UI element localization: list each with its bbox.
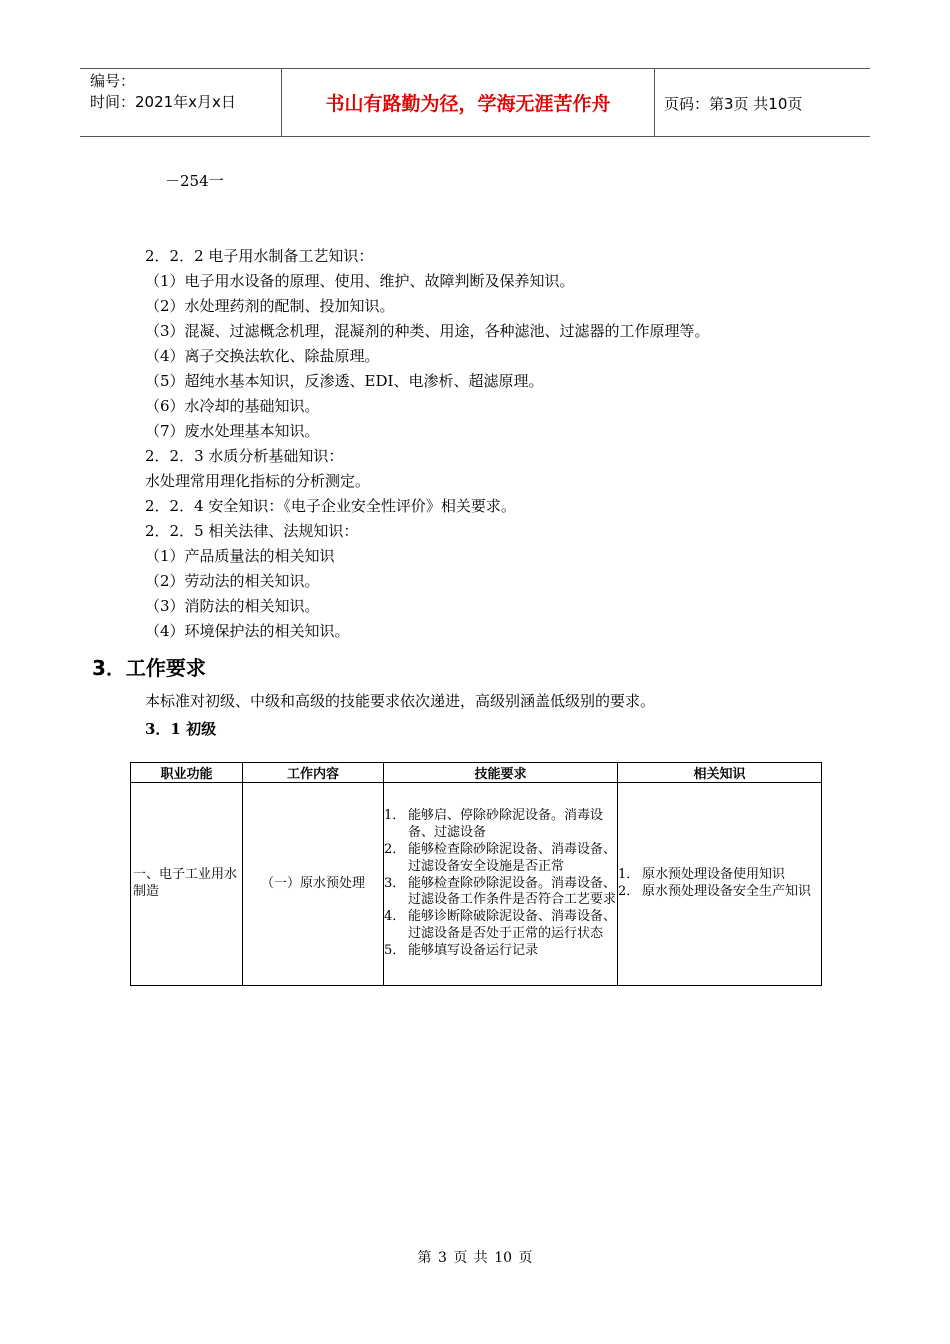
list-item-number: 4． <box>384 909 406 925</box>
table-row <box>131 783 822 986</box>
list-item <box>384 808 617 842</box>
body-line: （5）超纯水基本知识，反渗透、EDI、电渗析、超滤原理。 <box>145 372 544 390</box>
list-item-number: 3． <box>384 875 406 891</box>
list-item-number: 2． <box>618 884 640 899</box>
list-item <box>384 909 617 943</box>
table-header-row <box>131 763 822 783</box>
header-top-border <box>80 68 870 69</box>
list-item-number: 1． <box>618 867 640 883</box>
document-number-label: 编号： <box>90 72 136 90</box>
body-line: 2．2．2 电子用水制备工艺知识： <box>145 247 374 265</box>
list-item <box>384 876 617 910</box>
list-item <box>618 884 821 901</box>
list-item-text: 能够启、停除砂除泥设备。消毒设备、过滤设备 <box>408 808 604 841</box>
list-item-text: 原水预处理设备使用知识 <box>642 867 786 883</box>
body-line: （2）劳动法的相关知识。 <box>145 572 320 590</box>
body-line: （4）环境保护法的相关知识。 <box>145 622 350 640</box>
skills-cell <box>384 783 618 986</box>
body-line: 2．2．3 水质分析基础知识： <box>145 447 344 465</box>
body-line: 2．2．4 安全知识：《电子企业安全性评价》相关要求。 <box>145 497 516 515</box>
table-header-cell: 相关知识 <box>618 763 822 783</box>
body-line: （7）废水处理基本知识。 <box>145 422 320 440</box>
body-line: （2）水处理药剂的配制、投加知识。 <box>145 297 395 315</box>
knowledge-list <box>145 244 865 644</box>
function-cell: 一、电子工业用水制造 <box>131 783 243 986</box>
header-page-label: 页码：第3页 共10页 <box>664 95 803 113</box>
list-item-number: 5． <box>384 942 406 958</box>
header-divider-right <box>654 68 655 136</box>
knowledge-items <box>618 867 821 901</box>
footer-total-pages: 10 <box>494 1250 513 1266</box>
list-item-text: 能够检查除砂除泥设备。消毒设备、过滤设备工作条件是否符合工艺要求 <box>408 875 617 908</box>
knowledge-cell <box>618 783 822 986</box>
list-item <box>384 842 617 876</box>
header-motto: 书山有路勤为径，学海无涯苦作舟 <box>325 93 611 115</box>
list-item <box>618 867 821 884</box>
body-line: （1）电子用水设备的原理、使用、维护、故障判断及保养知识。 <box>145 272 575 290</box>
list-item-text: 能够填写设备运行记录 <box>408 942 539 958</box>
body-line: （6）水冷却的基础知识。 <box>145 397 320 415</box>
header-left-cell <box>90 71 236 113</box>
list-item-text: 能够诊断除破除泥设备、消毒设备、过滤设备是否处于正常的运行状态 <box>408 909 617 941</box>
body-line: 水处理常用理化指标的分析测定。 <box>145 472 371 490</box>
body-line: （3）消防法的相关知识。 <box>145 597 320 615</box>
footer-text: 第 <box>417 1250 432 1266</box>
footer-page-number: 3 <box>437 1250 447 1266</box>
header-bottom-border <box>80 136 870 137</box>
skills-list <box>384 808 617 959</box>
footer-text: 页 <box>453 1250 468 1266</box>
requirements-table <box>130 762 822 986</box>
list-item-text: 原水预处理设备安全生产知识 <box>642 884 812 899</box>
page-mark: －254一 <box>165 172 224 190</box>
list-item-text: 能够检查除砂除泥设备、消毒设备、过滤设备安全设施是否正常 <box>408 842 617 874</box>
section-intro: 本标准对初级、中级和高级的技能要求依次递进，高级别涵盖低级别的要求。 <box>145 692 656 710</box>
list-item <box>384 943 617 960</box>
body-line: 2．2．5 相关法律、法规知识： <box>145 522 359 540</box>
footer-text: 共 <box>473 1250 488 1266</box>
body-line: （3）混凝、过滤概念机理，混凝剂的种类、用途，各种滤池、过滤器的工作原理等。 <box>145 322 710 340</box>
table-header-cell: 工作内容 <box>243 763 384 783</box>
page-footer <box>0 1247 950 1267</box>
body-line: （4）离子交换法软化、除盐原理。 <box>145 347 380 365</box>
list-item-number: 2． <box>384 842 406 857</box>
section-subtitle: 3．1 初级 <box>145 720 217 738</box>
list-item-number: 1． <box>384 808 406 824</box>
footer-text: 页 <box>518 1250 533 1266</box>
document-date-label: 时间：2021年x月x日 <box>90 93 236 111</box>
body-line: （1）产品质量法的相关知识 <box>145 547 335 565</box>
section-title: 3．工作要求 <box>92 656 206 680</box>
content-cell: （一）原水预处理 <box>243 783 384 986</box>
table-header-cell: 职业功能 <box>131 763 243 783</box>
table-header-cell: 技能要求 <box>384 763 618 783</box>
